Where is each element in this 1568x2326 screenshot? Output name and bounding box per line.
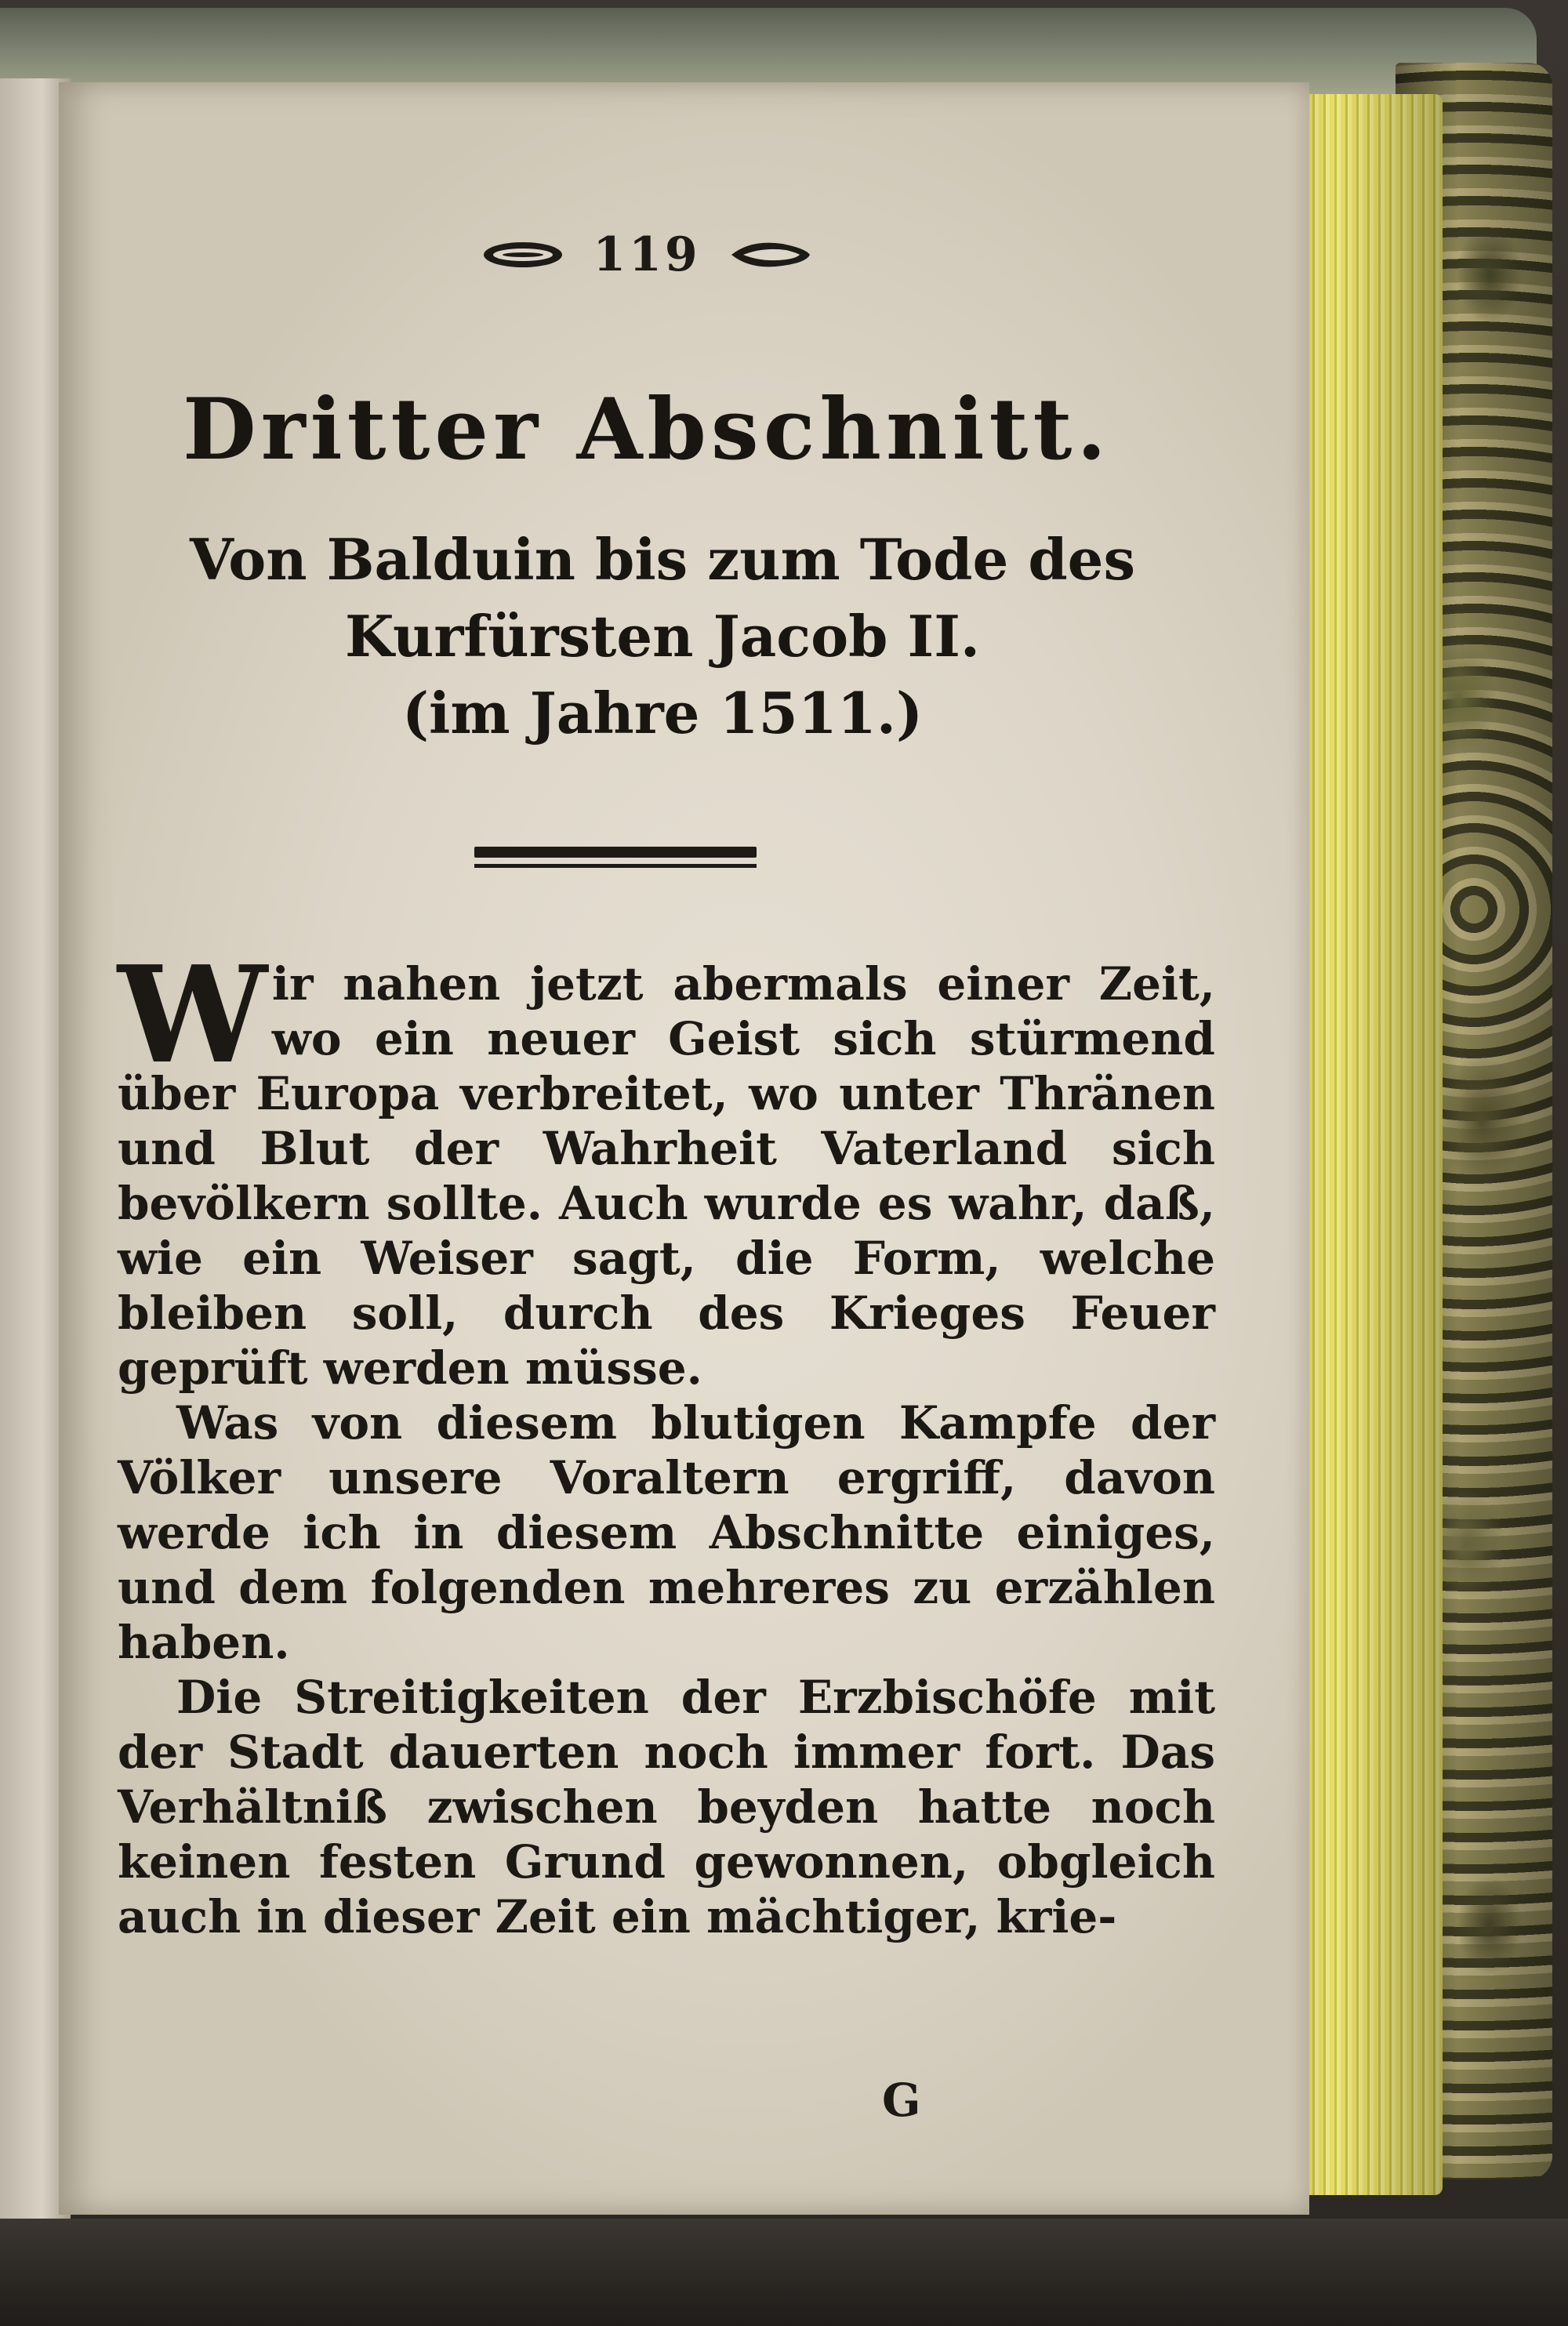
chapter-title: Dritter Abschnitt. xyxy=(183,380,1111,479)
book-page xyxy=(59,82,1309,2215)
body-text xyxy=(118,937,1215,1944)
yellow-page-edges xyxy=(1286,94,1443,2195)
section-divider xyxy=(474,847,757,868)
drop-cap: W xyxy=(118,937,267,1094)
divider-thin-line xyxy=(474,864,757,868)
paragraph: Die Streitigkeiten der Erzbischöfe mit der Stadt dauerten noch immer fort. Das Verhältniß zwischen beyden hatte noch keinen festen Grund gewonnen, obgleich auch in dieser Zeit ein mächtiger, krie- xyxy=(118,1671,1215,1943)
chapter-subtitle xyxy=(90,521,1235,752)
divider-thick-line xyxy=(474,847,757,858)
catchword: G xyxy=(882,2074,921,2127)
background-surface xyxy=(0,2219,1568,2326)
right-ornament-icon xyxy=(728,238,814,272)
paragraph: Was von diesem blutigen Kampfe der Völker unsere Voraltern ergriff, davon werde ich in diesem Abschnitte einiges, und dem folgenden mehreres zu erzählen haben. xyxy=(118,1396,1215,1669)
paragraph xyxy=(118,937,1215,1395)
page-number: 119 xyxy=(593,227,701,282)
subtitle-line: (im Jahre 1511.) xyxy=(401,680,924,746)
subtitle-line: Von Balduin bis zum Tode des xyxy=(189,526,1136,593)
page-header xyxy=(59,227,1235,282)
left-ornament-icon xyxy=(480,238,566,272)
subtitle-line: Kurfürsten Jacob II. xyxy=(345,603,980,669)
paragraph-text: ir nahen jetzt abermals einer Zeit, wo ein neuer Geist sich stürmend über Europa verbreitet, wo unter Thränen und Blut der Wahrheit Vaterland sich bevölkern sollte. Auch wurde es wahr, daß, wie ein Weiser sagt, die Form, welche bleiben soll, durch des Krieges Feuer geprüft werden müsse. xyxy=(118,957,1215,1395)
